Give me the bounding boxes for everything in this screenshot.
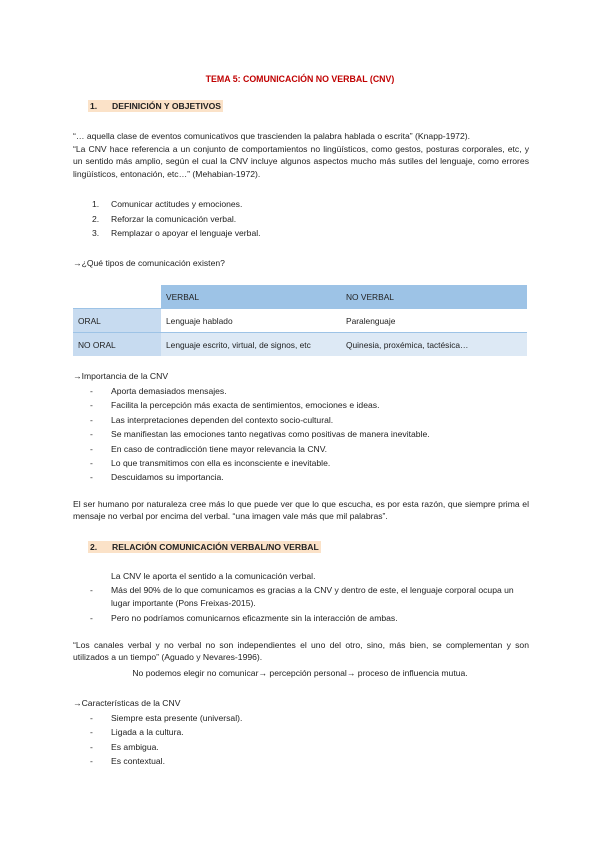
section-heading-1 — [88, 100, 223, 112]
table-header-row — [73, 285, 527, 309]
quote-aguado: “Los canales verbal y no verbal no son independientes el uno del otro, sino, más bien, se complementan y son utilizados a un tiempo” (Aguado y Nevares-1996). — [73, 640, 529, 663]
table-cell: Lenguaje escrito, virtual, de signos, etc — [161, 333, 341, 357]
table-cell: Quinesia, proxémica, tactésica… — [341, 333, 527, 357]
list-item: 3. Remplazar o apoyar el lenguaje verbal. — [92, 228, 261, 239]
list-item: - Ligada a la cultura. — [90, 727, 184, 738]
list-item: 1. Comunicar actitudes y emociones. — [92, 199, 243, 209]
list-item: - Descuidamos su importancia. — [90, 472, 224, 483]
list-item: 2. Reforzar la comunicación verbal. — [92, 213, 237, 224]
importance-list — [90, 384, 430, 485]
list-item: La CNV le aporta el sentido a la comunicación verbal. — [111, 571, 316, 581]
table-cell: NO ORAL — [73, 333, 161, 357]
objectives-list — [92, 197, 261, 241]
section-label: RELACIÓN COMUNICACIÓN VERBAL/NO VERBAL — [112, 542, 319, 552]
section-number: 1. — [90, 101, 98, 111]
list-item: - Siempre esta presente (universal). — [90, 713, 243, 723]
table-row — [73, 309, 527, 333]
list-item: - Las interpretaciones dependen del contexto socio-cultural. — [90, 414, 334, 425]
table-header-cell — [73, 285, 161, 309]
list-item: - Aporta demasiados mensajes. — [90, 386, 227, 396]
list-item: - Facilita la percepción más exacta de sentimientos, emociones e ideas. — [90, 400, 380, 411]
section-number: 2. — [90, 542, 98, 552]
question-line: →¿Qué tipos de comunicación existen? — [73, 258, 225, 268]
list-item: - Es ambigua. — [90, 741, 159, 752]
document-title: TEMA 5: COMUNICACIÓN NO VERBAL (CNV) — [205, 74, 395, 84]
quote-knapp: “… aquella clase de eventos comunicativos que trascienden la palabra hablada o escrita” (Knapp-1972). — [73, 131, 470, 141]
list-item: - Pero no podríamos comunicarnos eficazmente sin la interacción de ambas. — [90, 612, 398, 623]
quote-mehabian: “La CNV hace referencia a un conjunto de comportamientos no lingüísticos, como gestos, posturas corporales, etc, y un sentido más amplio, según el cual la CNV incluye algunos aspectos mucho más sutiles del lenguaje, como errores lingüísticos, entonación, etc…” (Mehabian-1972). — [73, 144, 529, 179]
table-cell: ORAL — [73, 309, 161, 333]
list-item: - Es contextual. — [90, 756, 165, 767]
closing-paragraph: El ser humano por naturaleza cree más lo que puede ver que lo que escucha, es por esta razón, que siempre prima el mensaje no verbal por encima del verbal. “una imagen vale más que mil palabras”. — [73, 499, 529, 522]
table-header-cell: VERBAL — [161, 285, 341, 309]
characteristics-heading: →Características de la CNV — [73, 698, 181, 708]
section-label: DEFINICIÓN Y OBJETIVOS — [112, 101, 222, 111]
communication-types-table — [73, 285, 527, 356]
list-item: - Se manifiestan las emociones tanto negativas como positivas de manera inevitable. — [90, 429, 430, 440]
table-row — [73, 333, 527, 357]
list-item: - Lo que transmitimos con ella es inconsciente e inevitable. — [90, 458, 331, 469]
characteristics-list — [90, 711, 242, 769]
table-cell: Lenguaje hablado — [161, 309, 341, 333]
importance-heading: →Importancia de la CNV — [73, 371, 169, 381]
table-header-cell: NO VERBAL — [341, 285, 527, 309]
list-item: - Más del 90% de lo que comunicamos es gracias a la CNV y dentro de este, el lenguaje corporal ocupa un lugar importante (Pons Freixas-2015). — [90, 585, 514, 608]
table-cell: Paralenguaje — [341, 309, 527, 333]
relation-list — [90, 569, 529, 625]
center-statement: No podemos elegir no comunicar→ percepción personal→ proceso de influencia mutua. — [132, 668, 468, 678]
section-heading-2 — [88, 541, 321, 553]
list-item: - En caso de contradicción tiene mayor relevancia la CNV. — [90, 443, 328, 454]
